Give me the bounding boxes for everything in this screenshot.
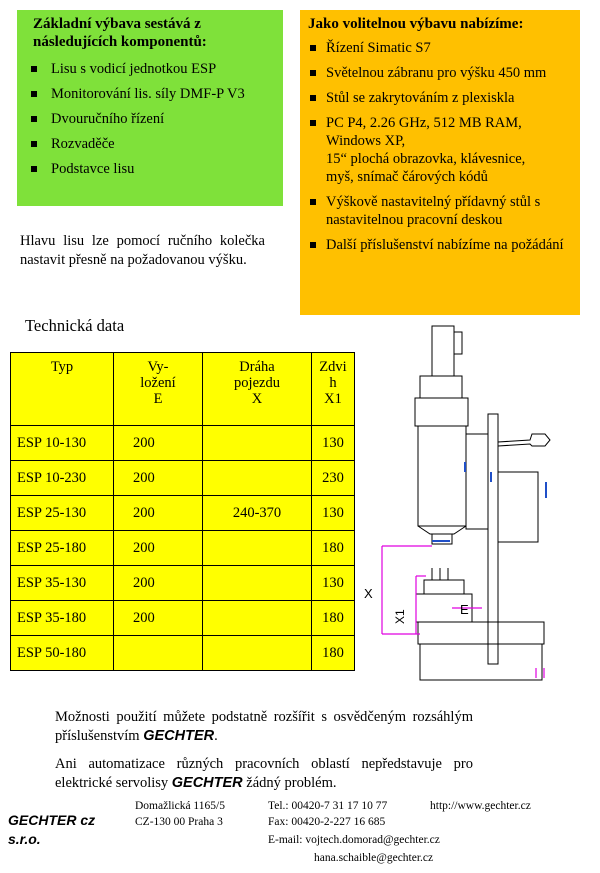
table-row [11,601,355,636]
tech-data-title: Technická data [25,316,125,335]
bullet-icon [31,166,37,172]
automation-paragraph: Ani automatizace různých pracovních oblastí nepředstavuje pro elektrické servolisy GECHTER žádný problém. [55,756,473,791]
optional-equipment-box [300,10,580,315]
press-head-top [415,398,468,426]
cell-reach [114,636,203,671]
website-link[interactable]: http://www.gechter.cz [430,800,531,812]
bullet-icon [31,116,37,122]
spindle-housing [418,426,466,526]
table-row [11,426,355,461]
table-row [11,461,355,496]
list-item: Výškově nastavitelný přídavný stůl s nastavitelnou pracovní deskou [308,193,572,229]
cell-type: ESP 35-130 [11,566,114,601]
company-name: GECHTER cz s.r.o. [8,812,96,847]
blue-mark [432,540,450,542]
cell-stroke: 180 [312,636,355,671]
cell-travel [203,531,312,566]
table-row [11,531,355,566]
bullet-icon [310,199,316,205]
gearbox [420,376,462,398]
list-item: Další příslušenství nabízíme na požádání [308,236,572,254]
list-item: Řízení Simatic S7 [308,39,572,57]
column-header-stroke: Zdvi h X1 [312,353,355,426]
motor-connector [454,332,462,354]
cell-stroke: 230 [312,461,355,496]
cell-type: ESP 10-230 [11,461,114,496]
handwheel-arm [498,434,550,446]
list-item: Stůl se zakrytováním z plexiskla [308,89,572,107]
cell-stroke: 180 [312,531,355,566]
cell-travel [203,566,312,601]
frame-side [498,472,538,542]
blue-mark [464,462,466,472]
cell-type: ESP 25-130 [11,496,114,531]
brand-name: GECHTER [171,775,243,791]
column [488,414,498,664]
cell-reach: 200 [114,426,203,461]
possibilities-paragraph: Možnosti použití můžete podstatně rozšířit s osvědčeným rozsáhlým příslušenstvím GECHTER. [55,709,473,744]
cell-travel: 240-370 [203,496,312,531]
address-city: CZ-130 00 Praha 3 [135,816,223,828]
bullet-icon [31,141,37,147]
standard-equipment-list [27,59,273,184]
cell-reach: 200 [114,496,203,531]
press-drawing [360,322,560,684]
table-row [11,566,355,601]
intro-paragraph: Hlavu lisu lze pomocí ručního kolečka nastavit přesně na požadovanou výšku. [20,233,265,268]
cell-travel [203,601,312,636]
optional-equipment-list [308,39,572,254]
cell-stroke: 180 [312,601,355,636]
email-link[interactable]: hana.schaible@gechter.cz [314,852,434,864]
phone-number: Tel.: 00420-7 31 17 10 77 [268,800,388,812]
list-item: Rozvaděče [27,134,273,159]
bullet-icon [310,242,316,248]
motor-body [432,326,454,376]
bullet-icon [310,120,316,126]
blue-marks [432,462,547,542]
fax-number: Fax: 00420-2-227 16 685 [268,816,386,828]
column-header-reach: Vy- ložení E [114,353,203,426]
tool-holder [424,580,464,594]
column-front [466,434,488,529]
email-link[interactable]: E-mail: vojtech.domorad@gechter.cz [268,834,440,846]
cell-type: ESP 10-130 [11,426,114,461]
tool [432,568,448,580]
dim-label-x1: X1 [393,609,407,624]
cell-stroke: 130 [312,426,355,461]
cell-stroke: 130 [312,566,355,601]
table-row [11,636,355,671]
column-header-travel: Dráha pojezdu X [203,353,312,426]
dim-label-x: X [364,586,373,601]
bullet-icon [31,91,37,97]
press-outline [415,326,550,680]
cell-reach: 200 [114,531,203,566]
cell-travel [203,461,312,496]
blue-mark [545,482,547,498]
bullet-icon [310,70,316,76]
cell-travel [203,636,312,671]
list-item: Světelnou zábranu pro výšku 450 mm [308,64,572,82]
list-item: Lisu s vodicí jednotkou ESP [27,59,273,84]
spec-table [10,352,355,671]
blue-mark [490,472,492,482]
base-plate [418,622,544,644]
list-item: PC P4, 2.26 GHz, 512 MB RAM, Windows XP, 15“ plochá obrazovka, klávesnice, myš, snímač čárových kódů [308,114,572,186]
spindle-bottom [418,526,466,534]
address-street: Domažlická 1165/5 [135,800,225,812]
dim-label-e: E [460,602,469,617]
standard-equipment-heading: Základní výbava sestává z následujících komponentů: [33,16,207,50]
brand-name: GECHTER [143,728,215,744]
bullet-icon [310,45,316,51]
base-stand [420,644,542,680]
cell-type: ESP 25-180 [11,531,114,566]
table-row [11,496,355,531]
cell-stroke: 130 [312,496,355,531]
table-header-row [11,353,355,426]
list-item: Dvouručního řízení [27,109,273,134]
optional-equipment-heading: Jako volitelnou výbavu nabízíme: [308,16,524,32]
cell-reach: 200 [114,601,203,636]
cell-travel [203,426,312,461]
list-item: Monitorování lis. síly DMF-P V3 [27,84,273,109]
cell-type: ESP 50-180 [11,636,114,671]
bullet-icon [31,66,37,72]
base-marks [536,668,544,678]
cell-reach: 200 [114,566,203,601]
cell-type: ESP 35-180 [11,601,114,636]
column-header-type: Typ [11,353,114,426]
cell-reach: 200 [114,461,203,496]
bullet-icon [310,95,316,101]
ram [432,534,452,544]
standard-equipment-box [17,10,283,206]
list-item: Podstavce lisu [27,159,273,184]
